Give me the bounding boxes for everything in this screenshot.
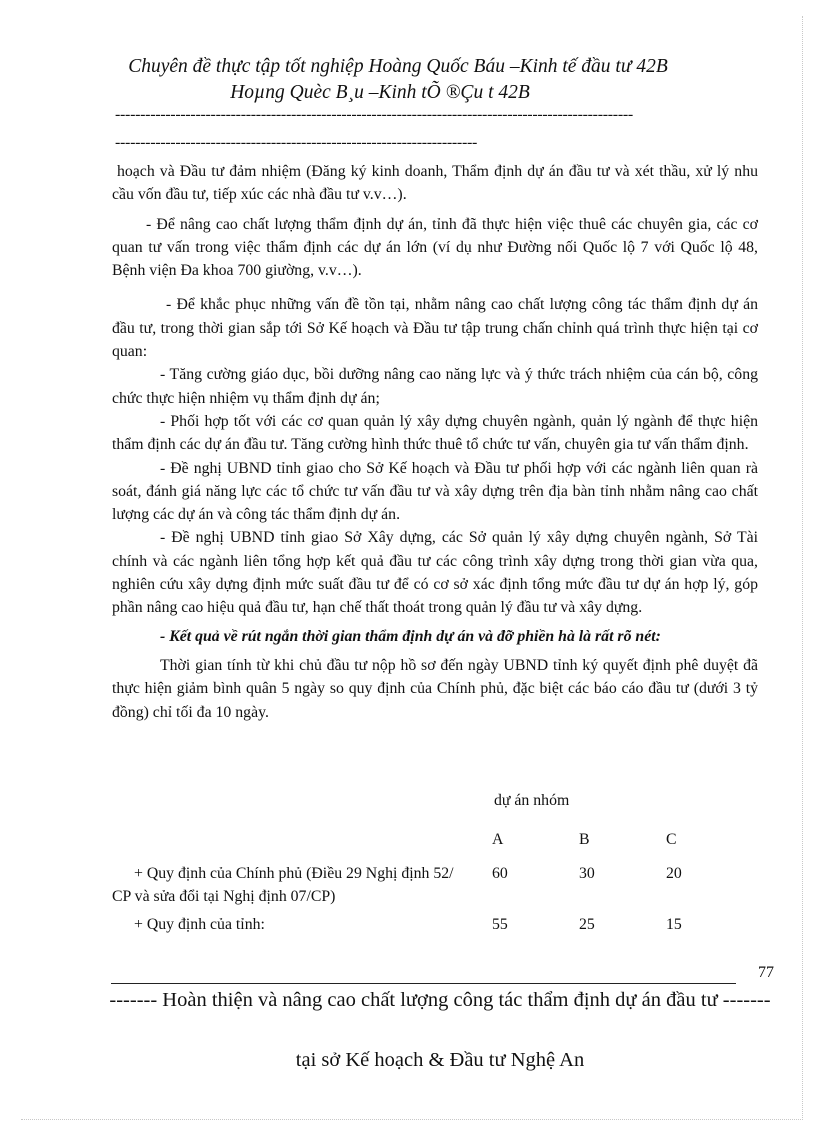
result-paragraph: Thời gian tính từ khi chủ đầu tư nộp hồ sơ đến ngày UBND tỉnh ký quyết định phê duyệt đã thực hiện giảm bình quân 5 ngày so quy định của Chính phủ, đặc biệt các báo cáo đầu tư (dưới 3 tỷ đồng) chỉ tối đa 10 ngày. [112,656,758,721]
header-title: Chuyên đề thực tập tốt nghiệp Hoàng Quốc Báu –Kinh tế đầu tư 42B [128,56,668,77]
table-cell: 25 [579,916,595,933]
paragraph: - Phối hợp tốt với các cơ quan quản lý xây dựng chuyên ngành, quản lý ngành để thực hiện thẩm định các dự án đầu tư. Tăng cường hình thức thuê tổ chức tư vấn, chuyên gia tư vấn thẩm định. [112,412,758,454]
table-cell: 30 [579,865,595,882]
result-heading: - Kết quả về rút ngắn thời gian thẩm định dự án và đỡ phiền hà là rất rõ nét: [160,627,661,645]
header-dash-rule: ------------------------------------------------------------------------------------------------------- [115,106,633,123]
table-column-header: A [492,831,504,848]
table-row-label: + Quy định của Chính phủ (Điều 29 Nghị định 52/ CP và sửa đổi tại Nghị định 07/CP) [112,865,454,905]
paragraph: - Đề nghị UBND tỉnh giao Sở Xây dựng, các Sở quản lý xây dựng chuyên ngành, Sở Tài chính và các ngành liên tổng hợp kết quả đầu tư các công trình xây dựng trong thời gian vừa qua, nghiên cứu xây dựng định mức suất đầu tư để có cơ sở xác định tổng mức đầu tư dự án hợp lý, góp phần nâng cao hiệu quả đầu tư, hạn chế thất thoát trong quản lý đầu tư và xây dựng. [112,529,758,617]
header-dash-rule-2: ------------------------------------------------------------------------ [115,134,478,151]
table-column-header: B [579,831,590,848]
paragraph: - Để nâng cao chất lượng thẩm định dự án, tỉnh đã thực hiện việc thuê các chuyên gia, các cơ quan tư vấn trong việc thẩm định các dự án lớn (ví dụ như Đường nối Quốc lộ 7 với Quốc lộ 48, Bệnh viện Đa khoa 700 giường, v.v…). [112,215,758,280]
body-text [112,160,758,724]
paragraph: - Đề nghị UBND tỉnh giao cho Sở Kế hoạch và Đầu tư phối hợp với các ngành liên quan rà soát, đánh giá năng lực các tổ chức tư vấn đầu tư và xây dựng trên địa bàn tỉnh nhằm nâng cao chất lượng các dự án và công tác thẩm định dự án. [112,459,758,524]
paragraph: - Để khắc phục những vấn đề tồn tại, nhằm nâng cao chất lượng công tác thẩm định dự án đầu tư, trong thời gian sắp tới Sở Kế hoạch và Đầu tư tập trung chấn chỉnh quá trình thực hiện tại cơ quan: [112,296,758,361]
footer-subtitle: tại sở Kế hoạch & Đầu tư Nghệ An [295,1049,585,1071]
table-group-label: dự án nhóm [494,792,570,809]
paragraph: hoạch và Đầu tư đảm nhiệm (Đăng ký kinh doanh, Thẩm định dự án đầu tư và xét thầu, xử lý nhu cầu vốn đầu tư, tiếp xúc các nhà đầu tư v.v…). [112,163,758,204]
table-cell: 60 [492,865,508,882]
table-cell: 15 [666,916,682,933]
table-cell: 20 [666,865,682,882]
table-row-label: + Quy định của tỉnh: [134,916,265,933]
header-title-legacy-encoding: Hoµng Quèc B¸u –Kinh tÕ ®Çu t 42B [230,82,530,103]
paragraph: - Tăng cường giáo dục, bồi dưỡng nâng cao năng lực và ý thức trách nhiệm của cán bộ, công chức thực hiện nhiệm vụ thẩm định dự án; [112,366,758,407]
footer-rule [111,983,736,984]
footer-title: ------- Hoàn thiện và nâng cao chất lượng công tác thẩm định dự án đầu tư ------- [109,989,771,1011]
page-number: 77 [758,964,774,981]
table-column-header: C [666,831,677,848]
table-cell: 55 [492,916,508,933]
